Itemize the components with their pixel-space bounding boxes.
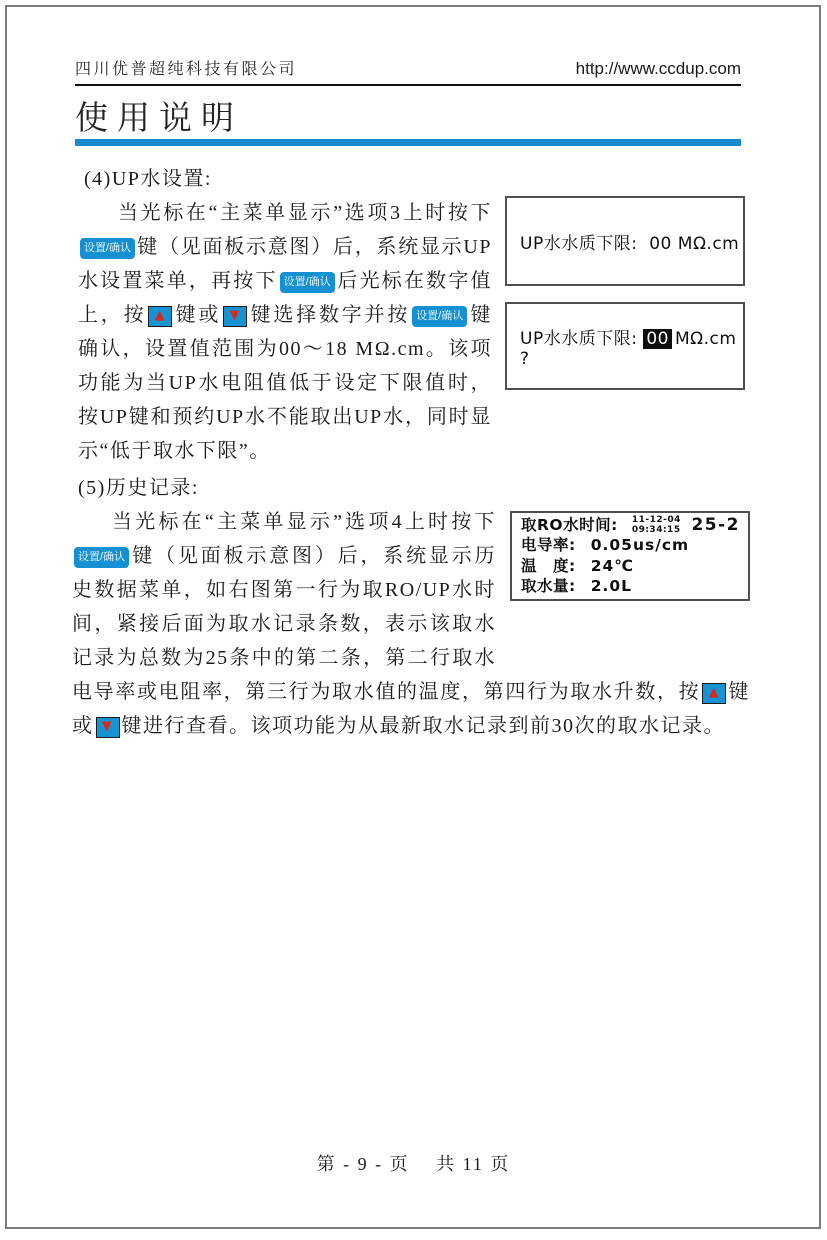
lcd-row-conductivity — [521, 536, 742, 555]
section-up-water-setting — [78, 163, 745, 468]
section-body — [72, 505, 750, 743]
up-arrow-button: ▲ — [702, 683, 726, 704]
section-heading: (5)历史记录: — [78, 477, 199, 499]
lcd-label: 电导率: — [521, 536, 576, 555]
paragraph-text: 键（见面板示意图）后，系统显示UP水设置菜单，再按下 — [78, 236, 492, 292]
lcd-row-volume — [521, 577, 742, 596]
set-confirm-button: 设置/确认 — [280, 272, 335, 293]
company-url: http://www.ccdup.com — [575, 59, 741, 78]
title-underline-bar — [75, 139, 741, 146]
paragraph-text: 键或 — [174, 304, 222, 326]
set-confirm-button: 设置/确认 — [80, 238, 135, 259]
paragraph-text: 当光标在“主菜单显示”选项4上时按下 — [112, 511, 496, 533]
lcd-display-box-quality-limit — [505, 196, 745, 286]
page-header — [75, 56, 741, 86]
lcd-time: 09:34:15 — [631, 524, 681, 535]
paragraph-text: 当光标在“主菜单显示”选项3上时按下 — [118, 202, 492, 224]
lcd-record-index: 25-2 — [691, 515, 740, 535]
page-title: 使用说明 — [75, 101, 243, 137]
page-footer: 第 - 9 - 页 共 11 页 — [316, 1154, 511, 1174]
paragraph-text: 键确认，设置值范围为00～18 MΩ.cm。该项功能为当UP水电阻值低于设定下限值时，按UP键和预约UP水不能取出UP水，同时显示“低于取水下限”。 — [78, 304, 493, 462]
lcd-label: 取水量: — [521, 576, 576, 595]
lcd-label: 温 度: — [521, 556, 576, 575]
lcd-row-temperature — [521, 557, 742, 576]
section-history-record — [72, 472, 750, 743]
section-paragraph — [78, 196, 492, 468]
lcd-label: 取RO水时间: — [521, 516, 618, 534]
paragraph-text: 键选择数字并按 — [249, 304, 411, 326]
down-arrow-button: ▼ — [223, 306, 247, 327]
lcd-display-box-history — [510, 511, 750, 601]
lcd-display-box-quality-limit-edit — [505, 302, 745, 390]
down-arrow-button: ▼ — [96, 717, 120, 738]
highlighted-value: 00 — [643, 329, 672, 349]
display-text: UP水水质下限: 00 MΩ.cm ? — [520, 328, 737, 369]
lcd-value: 2.0L — [590, 576, 633, 595]
set-confirm-button: 设置/确认 — [74, 547, 129, 568]
display-text: UP水水质下限: 00 MΩ.cm — [520, 233, 740, 254]
lcd-date: 11-12-04 — [631, 515, 681, 525]
paragraph-text: 后光标在数字值上，按 — [78, 270, 493, 326]
display-box-stack — [505, 196, 745, 468]
paragraph-text: 键或 — [72, 681, 751, 737]
company-name: 四川优普超纯科技有限公司 — [75, 61, 298, 78]
paragraph-text: 键（见面板示意图）后，系统显示历史数据菜单，如右图第一行为取RO/UP水时间，紧接后面为取水记录条数，表示该取水记录为总数为25条中的第二条，第二行取水电导率或电阻率，第三行为取水值的温度，第四行为取水升数，按 — [72, 545, 701, 703]
lcd-datetime — [632, 516, 681, 535]
lcd-value: 24℃ — [590, 556, 635, 575]
section-body-row — [78, 196, 745, 468]
lcd-row-time — [521, 516, 742, 535]
paragraph-text: 键进行查看。该项功能为从最新取水记录到前30次的取水记录。 — [121, 715, 725, 737]
set-confirm-button: 设置/确认 — [412, 306, 467, 327]
lcd-value: 0.05us/cm — [590, 536, 690, 555]
section-heading: (4)UP水设置: — [84, 168, 212, 190]
up-arrow-button: ▲ — [148, 306, 172, 327]
